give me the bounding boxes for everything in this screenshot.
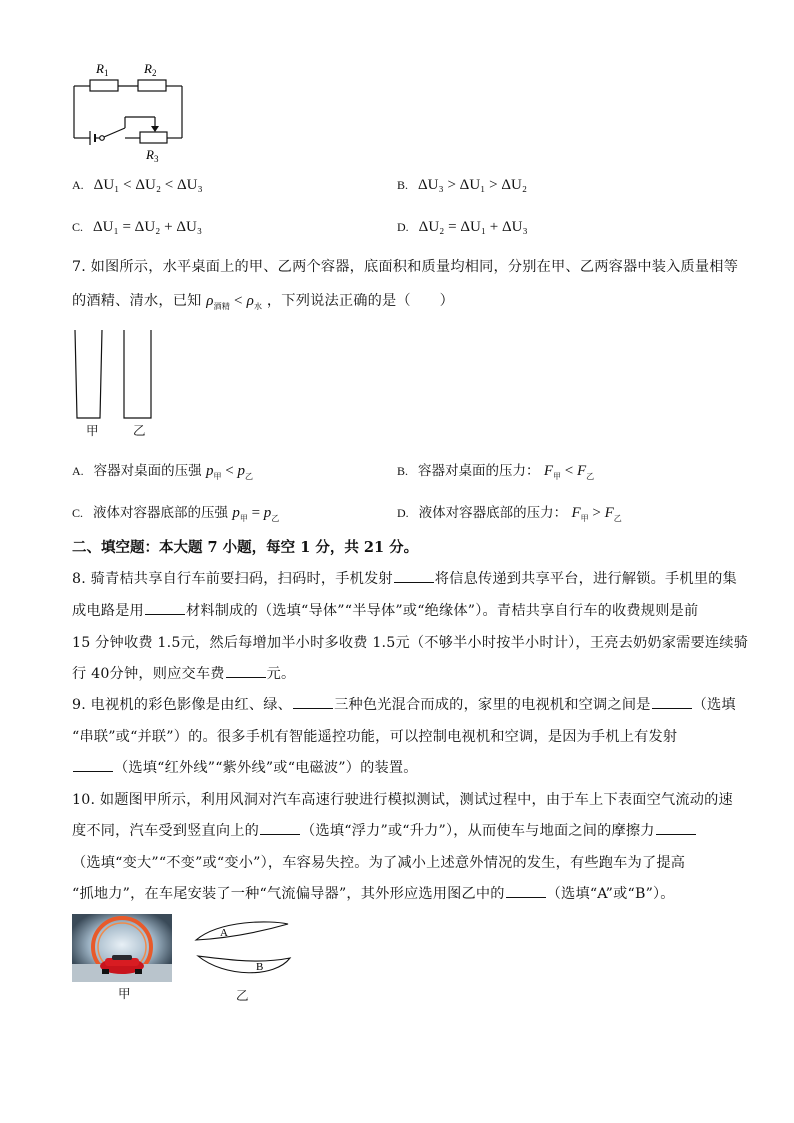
q6-option-a: A. ΔU₁ < ΔU₂ < ΔU₃ <box>72 177 203 193</box>
shape-b <box>198 956 290 973</box>
label-shape-b: B <box>256 961 264 973</box>
label-shape-a: A <box>220 927 228 939</box>
spoiler-shapes-figure <box>190 918 300 986</box>
wind-tunnel-photo <box>72 914 172 982</box>
answer-blank[interactable] <box>145 602 185 615</box>
label-r1: $R_1$ <box>96 61 109 78</box>
answer-blank[interactable] <box>293 696 333 709</box>
q7-option-d: D. 液体对容器底部的压力： $F_甲 > F_乙$ <box>397 505 622 523</box>
q7-option-b: B. 容器对桌面的压力： $F_甲 < F_乙$ <box>397 463 595 481</box>
container-jia <box>75 330 102 418</box>
container-yi <box>124 330 151 418</box>
q7-fig-label-yi: 乙 <box>133 423 146 438</box>
answer-blank[interactable] <box>656 822 696 835</box>
section-heading: 二、填空题：本大题 7 小题，每空 1 分，共 21 分。 <box>72 539 419 556</box>
rheostat-r3 <box>140 132 167 143</box>
q8-line1: 8. 骑青桔共享自行车前要扫码，扫码时，手机发射 将信息传递到共享平台，进行解锁。手机里的集 <box>72 571 737 587</box>
answer-blank[interactable] <box>226 665 266 678</box>
answer-blank[interactable] <box>506 885 546 898</box>
answer-blank[interactable] <box>652 696 692 709</box>
q7-option-c: C. 液体对容器底部的压强 $p_甲 = p_乙$ <box>72 505 280 523</box>
q8-line2: 成电路是用 材料制成的（选填“导体”“半导体”或“绝缘体”）。青桔共享自行车的收费规则是前 <box>72 603 699 619</box>
q6-option-d: D. ΔU₂ = ΔU₁ + ΔU₃ <box>397 219 528 235</box>
q10-line1: 10. 如题图甲所示，利用风洞对汽车高速行驶进行模拟测试，测试过程中，由于车上下表面空气流动的速 <box>72 792 733 808</box>
q7-stem-line1: 7. 如图所示，水平桌面上的甲、乙两个容器，底面积和质量均相同，分别在甲、乙两容器中装入质量相等 <box>72 259 739 275</box>
q7-fig-label-jia: 甲 <box>86 423 99 438</box>
q10-line4: “抓地力”，在车尾安装了一种“气流偏导器”，其外形应选用图乙中的 （选填“A”或“B”）。 <box>72 886 675 902</box>
q8-line4: 行 40分钟，则应交车费 元。 <box>72 666 296 682</box>
q9-line3: （选填“红外线”“紫外线”或“电磁波”）的装置。 <box>72 757 418 777</box>
resistor-r2 <box>138 80 166 91</box>
q8-line3: 15 分钟收费 1.5元，然后每增加半小时多收费 1.5元（不够半小时按半小时计），王亮去奶奶家需要连续骑 <box>72 635 749 651</box>
q9-line1: 9. 电视机的彩色影像是由红、绿、 三种色光混合而成的，家里的电视机和空调之间是 （选填 <box>72 697 736 713</box>
q10-line3: （选填“变大”“不变”或“变小”），车容易失控。为了减小上述意外情况的发生，有些跑车为了提高 <box>72 855 686 871</box>
answer-blank[interactable] <box>73 759 113 772</box>
q6-option-c: C. ΔU₁ = ΔU₂ + ΔU₃ <box>72 219 203 235</box>
rho-comparison: $\rho_{酒精} < \rho_水$ <box>206 293 263 311</box>
label-r2: $R_2$ <box>144 61 157 78</box>
answer-blank[interactable] <box>394 570 434 583</box>
resistor-r1 <box>90 80 118 91</box>
answer-blank[interactable] <box>260 822 300 835</box>
q10-line2: 度不同，汽车受到竖直向上的 （选填“浮力”或“升力”），从而使车与地面之间的摩擦力 <box>72 820 697 840</box>
circuit-diagram <box>60 55 200 165</box>
q6-option-b: B. ΔU₃ > ΔU₁ > ΔU₂ <box>397 177 528 193</box>
label-r3: $R_3$ <box>146 147 159 164</box>
q7-stem-line2: 的酒精、清水，已知 $\rho_{酒精} < \rho_水$ ，下列说法正确的是（ ） <box>72 293 454 311</box>
q7-option-a: A. 容器对桌面的压强 $p_甲 < p_乙$ <box>72 463 253 481</box>
shape-a <box>196 922 288 940</box>
q9-line2: “串联”或“并联”）的。很多手机有智能遥控功能，可以控制电视机和空调，是因为手机上有发射 <box>72 729 678 745</box>
q10-fig-label-yi: 乙 <box>236 988 249 1003</box>
containers-figure <box>70 328 165 420</box>
q10-fig-label-jia: 甲 <box>118 986 131 1001</box>
